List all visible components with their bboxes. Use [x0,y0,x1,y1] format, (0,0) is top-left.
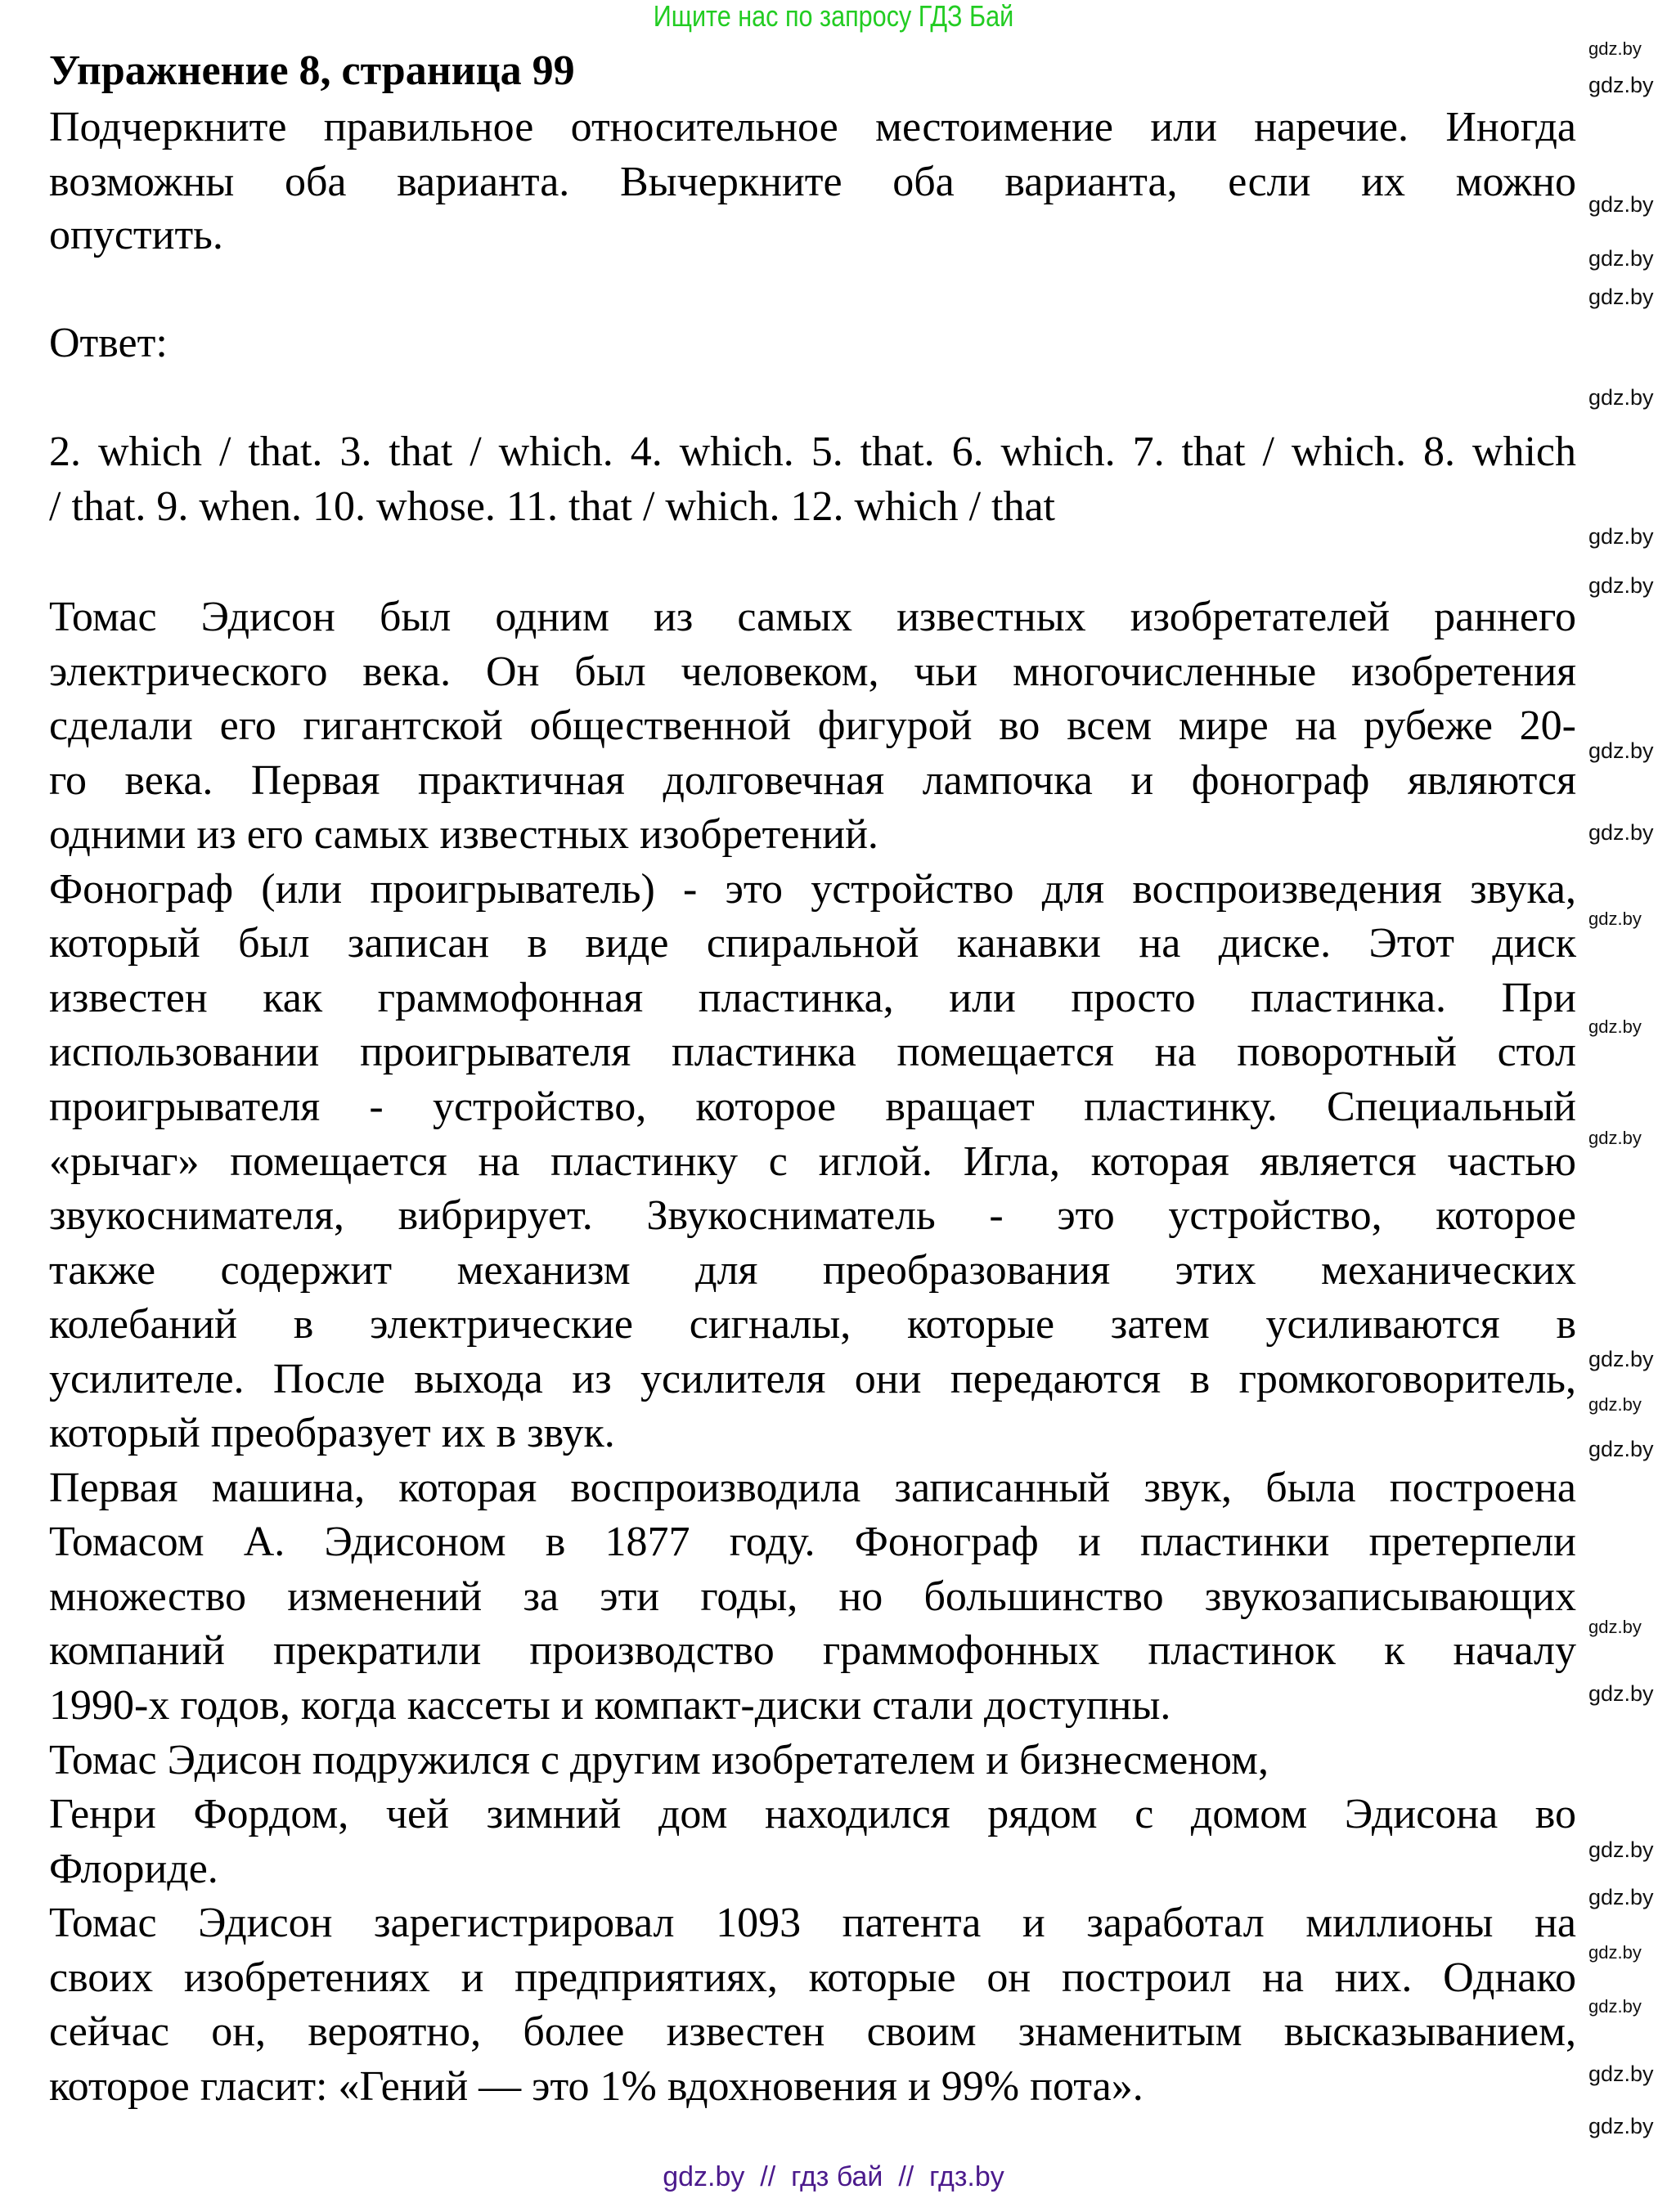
task-line: опустить. [49,212,223,258]
answer-line: / that. 9. when. 10. whose. 11. that / which. 12. which / that [49,483,1055,530]
text-line: который преобразует их в звук. [49,1410,615,1457]
text-line: электрического века. Он был человеком, чьи многочисленные изобретения [49,648,1576,695]
footer-links[interactable]: gdz.by // гдз бай // гдз.by [663,2161,1004,2192]
watermark: gdz.by [1588,1394,1642,1415]
text-line: проигрывателя - устройство, которое вращает пластинку. Специальный [49,1083,1576,1130]
watermark: gdz.by [1588,38,1642,59]
watermark: gdz.by [1588,1617,1642,1637]
task-line: Подчеркните правильное относительное местоимение или наречие. Иногда [49,104,1576,150]
answer-label: Ответ: [49,320,168,366]
task-line: возможны оба варианта. Вычеркните оба варианта, если их можно [49,159,1576,205]
text-line: сделали его гигантской общественной фигурой во всем мире на рубеже 20- [49,702,1576,750]
watermark: gdz.by [1588,1016,1642,1037]
text-line: «рычаг» помещается на пластинку с иглой. Игла, которая является частью [49,1137,1576,1185]
watermark: gdz.by [1588,246,1654,271]
text-line: Флориде. [49,1845,218,1892]
text-line: множество изменений за эти годы, но большинство звукозаписывающих [49,1573,1576,1620]
text-line: Томасом А. Эдисоном в 1877 году. Фонограф и пластинки претерпели [49,1519,1576,1566]
watermark: gdz.by [1588,192,1654,217]
text-line: одними из его самых известных изобретений. [49,811,878,859]
text-line: использовании проигрывателя пластинка помещается на поворотный стол [49,1029,1576,1076]
text-line: своих изобретениях и предприятиях, которые он построил на них. Однако [49,1954,1576,2001]
watermark: gdz.by [1588,73,1654,97]
watermark: gdz.by [1588,1996,1642,2017]
text-line: колебаний в электрические сигналы, которые затем усиливаются в [49,1301,1576,1348]
watermark: gdz.by [1588,2062,1654,2086]
watermark: gdz.by [1588,820,1654,845]
answer-line: 2. which / that. 3. that / which. 4. which. 5. that. 6. which. 7. that / which. 8. which [49,428,1576,475]
watermark: gdz.by [1588,1681,1654,1706]
watermark: gdz.by [1588,1885,1654,1909]
watermark: gdz.by [1588,573,1654,598]
watermark: gdz.by [1588,909,1642,929]
text-line: Томас Эдисон зарегистрировал 1093 патента и заработал миллионы на [49,1900,1576,1947]
watermark: gdz.by [1588,1837,1654,1862]
page-title: Упражнение 8, страница 99 [49,47,575,94]
watermark: gdz.by [1588,1347,1654,1371]
text-line: который был записан в виде спиральной канавки на диске. Этот диск [49,920,1576,967]
text-line: компаний прекратили производство граммофонных пластинок к началу [49,1627,1576,1675]
search-banner[interactable]: Ищите нас по запросу ГДЗ Бай [653,0,1014,33]
text-line: известен как граммофонная пластинка, или просто пластинка. При [49,974,1576,1021]
watermark: gdz.by [1588,2114,1654,2138]
watermark: gdz.by [1588,524,1654,549]
watermark: gdz.by [1588,1942,1642,1963]
text-line: усилителе. После выхода из усилителя они передаются в громкоговоритель, [49,1355,1576,1402]
text-line: которое гласит: «Гений — это 1% вдохновения и 99% пота». [49,2062,1144,2110]
watermark: gdz.by [1588,1128,1642,1148]
text-line: Фонограф (или проигрыватель) - это устройство для воспроизведения звука, [49,865,1576,913]
text-line: 1990-х годов, когда кассеты и компакт-диски стали доступны. [49,1682,1171,1729]
text-line: также содержит механизм для преобразования этих механических [49,1246,1576,1294]
watermark: gdz.by [1588,1437,1654,1461]
text-line: го века. Первая практичная долговечная лампочка и фонограф являются [49,756,1576,804]
text-line: Томас Эдисон был одним из самых известных изобретателей раннего [49,594,1576,640]
text-line: Генри Фордом, чей зимний дом находился рядом с домом Эдисона во [49,1791,1576,1838]
text-line: сейчас он, вероятно, более известен своим знаменитым высказыванием, [49,2008,1576,2056]
watermark: gdz.by [1588,385,1654,410]
watermark: gdz.by [1588,285,1654,309]
text-line: Первая машина, которая воспроизводила записанный звук, была построена [49,1464,1576,1511]
text-line: Томас Эдисон подружился с другим изобретателем и бизнесменом, [49,1736,1269,1784]
watermark: gdz.by [1588,738,1654,763]
text-line: звукоснимателя, вибрирует. Звукосниматель - это устройство, которое [49,1192,1576,1240]
